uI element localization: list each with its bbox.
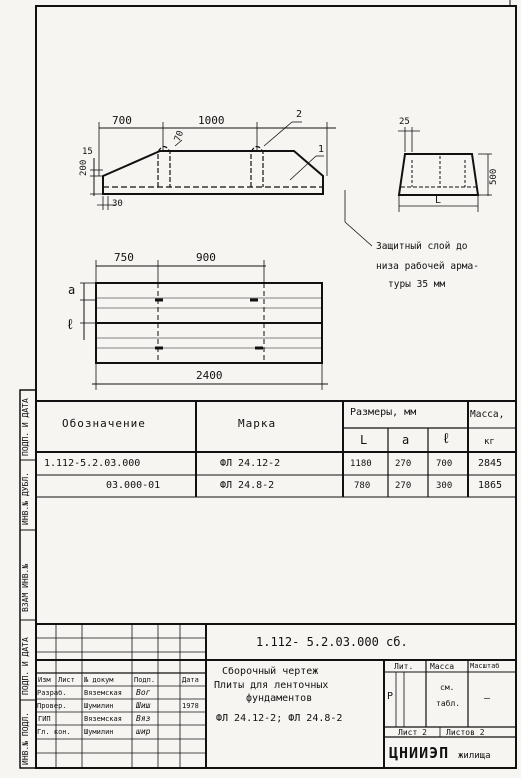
dim-700: 700 <box>112 114 132 127</box>
row-2-L: 780 <box>354 481 371 491</box>
col-mass: Масса, <box>470 409 505 420</box>
mass-value-2: табл. <box>436 699 461 708</box>
col-mark: Марка <box>238 417 277 430</box>
role-razrab: Разраб. <box>37 689 67 697</box>
dim-1000: 1000 <box>198 114 225 127</box>
org-sub: жилища <box>458 751 491 761</box>
title-line-1: Сборочный чертеж <box>222 666 319 677</box>
document-code: 1.112- 5.2.03.000 сб. <box>256 635 408 649</box>
sub-l: ℓ <box>442 431 451 447</box>
col-sizes: Размеры, мм <box>350 407 417 418</box>
row-2-mark: ФЛ 24.8-2 <box>220 480 275 491</box>
row-1-designation: 1.112-5.2.03.000 <box>44 458 141 469</box>
section-view <box>90 122 372 246</box>
scale-label: Масштаб <box>470 662 500 670</box>
row-2-l: 300 <box>436 481 453 491</box>
dim-900: 900 <box>196 251 216 264</box>
row-1-l: 700 <box>436 459 453 469</box>
hdr-izm: Изм <box>38 676 51 684</box>
note-line-3: туры 35 мм <box>388 279 446 290</box>
col-designation: Обозначение <box>62 417 146 430</box>
org-main: ЦНИИЭП <box>389 744 450 762</box>
name-glkon: Шумилин <box>84 728 114 736</box>
end-view <box>398 127 492 212</box>
sub-kg: кг <box>484 437 495 447</box>
role-gip: ГИП <box>38 715 51 723</box>
sheet-frame <box>36 6 516 768</box>
name-prover: Шумилин <box>84 702 114 710</box>
side-stamp-inv-dubl: ИНВ.№ ДУБЛ. <box>21 472 30 525</box>
dim-500: 500 <box>489 168 499 185</box>
title-line-3: фундаментов <box>246 693 313 704</box>
sign-razrab: Bог <box>136 688 151 697</box>
dim-2400: 2400 <box>196 369 223 382</box>
note-line-2: низа рабочей арма- <box>376 261 479 272</box>
mass-value-1: см. <box>440 683 455 692</box>
date-prover: 1978 <box>182 702 199 710</box>
row-1-a: 270 <box>395 459 412 469</box>
note-line-1: Защитный слой до <box>376 241 468 252</box>
dim-750: 750 <box>114 251 134 264</box>
hdr-doc: № докум <box>84 676 114 684</box>
side-stamp-vzam-inv: ВЗАМ ИНВ.№ <box>21 563 30 612</box>
sub-L: L <box>360 433 368 447</box>
sub-a: a <box>402 433 410 447</box>
dim-25: 25 <box>399 117 410 127</box>
sheets-label: Листов 2 <box>446 728 485 737</box>
lit-label: Лит. <box>394 662 414 671</box>
row-2-designation: 03.000-01 <box>106 480 161 491</box>
leader-1: 1 <box>318 144 325 155</box>
leader-2: 2 <box>296 109 303 120</box>
scale-value: — <box>484 693 491 704</box>
dim-30: 30 <box>112 199 123 209</box>
dim-200: 200 <box>79 159 89 176</box>
dim-l: ℓ <box>66 317 75 333</box>
role-prover: Провер. <box>37 702 67 710</box>
row-1-mass: 2845 <box>478 458 503 469</box>
hdr-list: Лист <box>58 676 75 684</box>
side-stamp-podp-data-2: ПОДП. И ДАТА <box>21 398 30 456</box>
title-line-4: ФЛ 24.12-2; ФЛ 24.8-2 <box>216 713 343 724</box>
hdr-podp: Подп. <box>134 676 156 684</box>
sign-gip: Вяз <box>136 714 151 723</box>
dim-70: 70 <box>173 129 187 144</box>
row-2-a: 270 <box>395 481 412 491</box>
name-razrab: Вяземская <box>84 689 122 697</box>
row-2-mass: 1865 <box>478 480 503 491</box>
hdr-data: Дата <box>182 676 199 684</box>
row-1-L: 1180 <box>350 459 372 469</box>
role-glkon: Гл. кон. <box>37 728 71 736</box>
row-1-mark: ФЛ 24.12-2 <box>220 458 281 469</box>
sign-glkon: шир <box>136 727 151 736</box>
side-stamp-podp-data-1: ПОДП. И ДАТА <box>21 637 30 695</box>
mass-label: Масса <box>430 662 455 671</box>
sheet-label: Лист 2 <box>398 728 427 737</box>
dim-L: L <box>435 195 442 206</box>
title-line-2: Плиты для ленточных <box>214 680 329 691</box>
name-gip: Вяземская <box>84 715 122 723</box>
side-stamp-inv-podl: ИНВ.№ ПОДЛ. <box>21 712 30 765</box>
lit-value: Р <box>387 691 394 702</box>
sign-prover: Шиш <box>136 701 151 710</box>
dim-15: 15 <box>82 147 93 157</box>
dim-a: a <box>68 283 76 297</box>
